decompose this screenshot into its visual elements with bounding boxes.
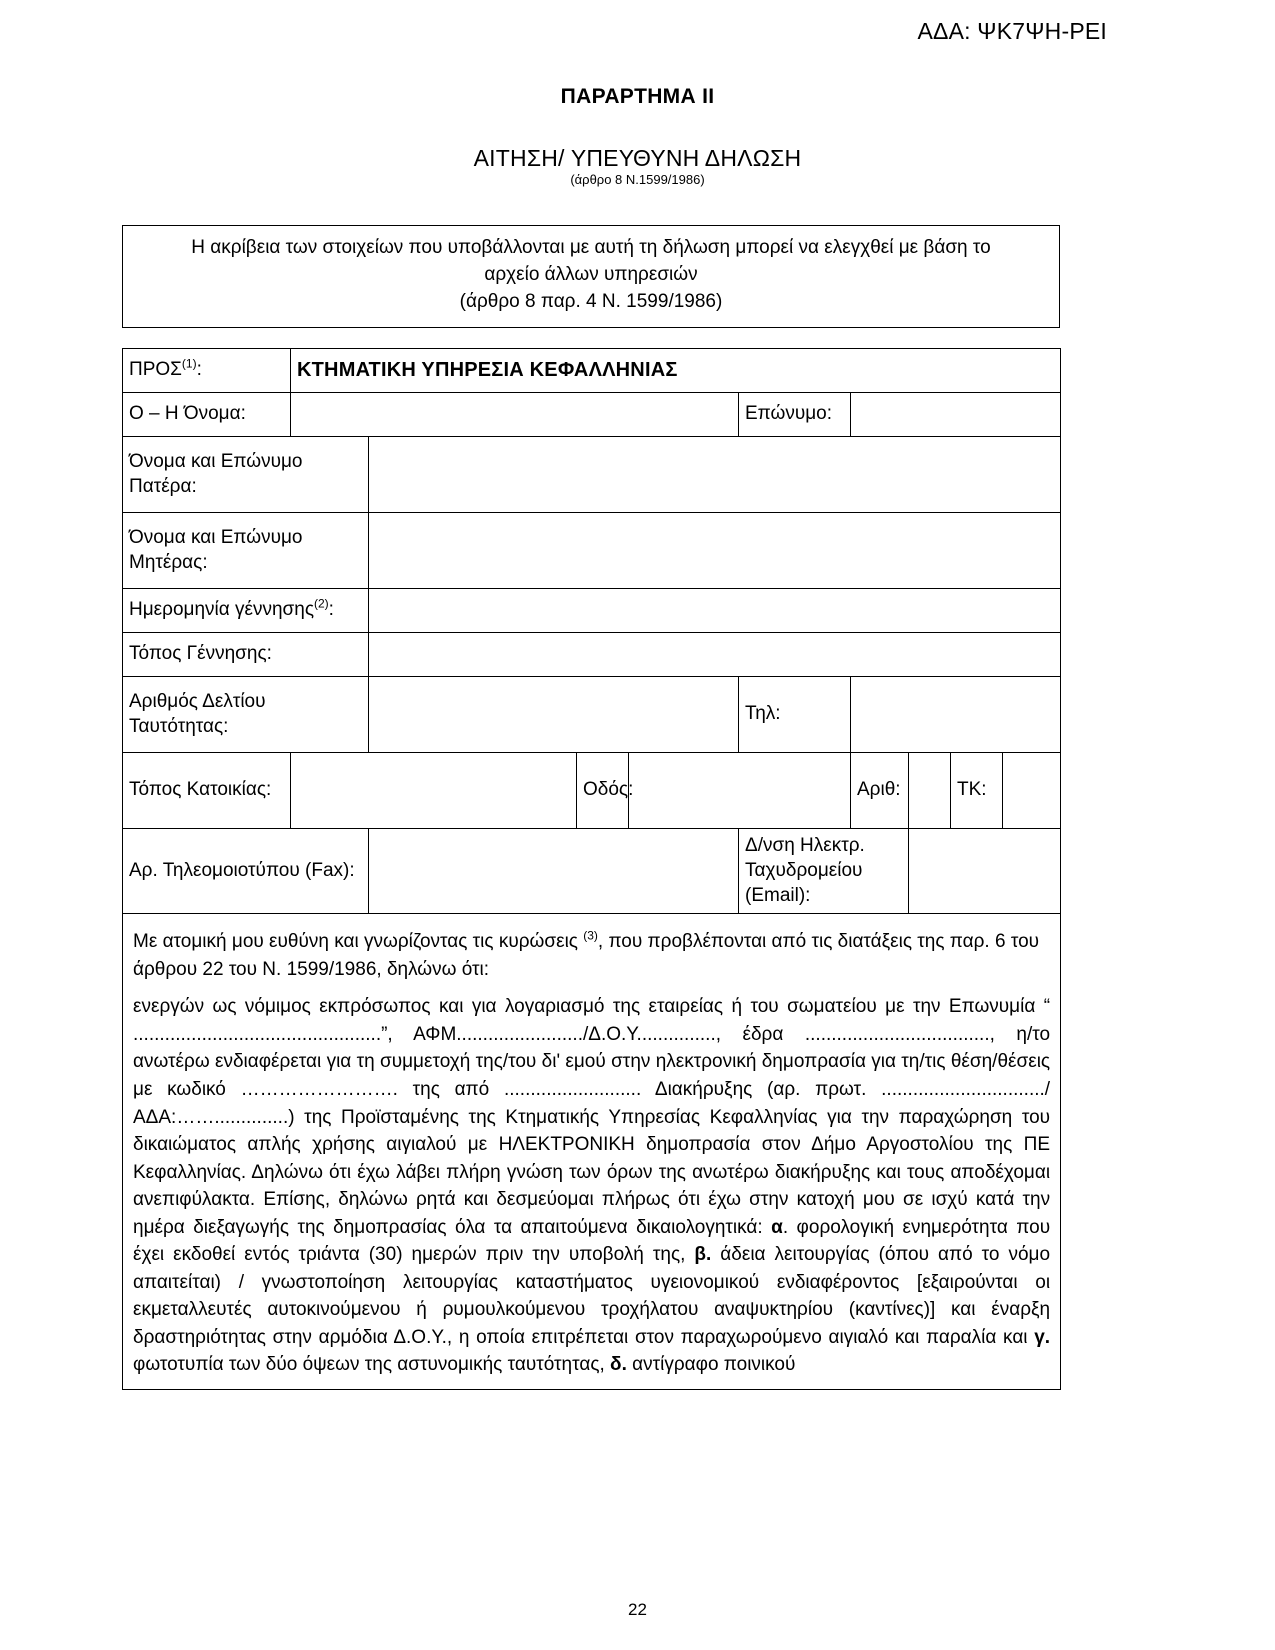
decl-s12: φωτοτυπία των δύο όψεων της αστυνομικής ταυτότητας, [133, 1354, 611, 1376]
applicant-details-table [122, 348, 1061, 1390]
table-row-fax-email [123, 829, 1061, 914]
recipient-value[interactable]: ΚΤΗΜΑΤΙΚΗ ΥΠΗΡΕΣΙΑ ΚΕΦΑΛΛΗΝΙΑΣ [291, 349, 1061, 393]
first-name-input[interactable] [291, 393, 739, 437]
street-input[interactable] [629, 753, 851, 829]
fax-input[interactable] [369, 829, 739, 914]
decl-s3: /Δ.Ο.Υ [582, 1023, 637, 1045]
notice-line-3: (άρθρο 8 παρ. 4 Ν. 1599/1986) [459, 290, 723, 312]
declaration-intro-part1: Με ατομική μου ευθύνη και γνωρίζοντας τις κυρώσεις [133, 931, 584, 953]
postal-code-input[interactable] [1003, 753, 1061, 829]
footnote-marker-2: (2) [314, 597, 329, 612]
decl-dots4[interactable]: ................................... [804, 1023, 990, 1045]
fax-label: Αρ. Τηλεομοιοτύπου (Fax): [123, 829, 369, 914]
decl-s1: ενεργών ως νόμιμος εκπρόσωπος και για λογαριασμό της εταιρείας ή του σωματείου με την Επωνυμία “ [133, 996, 1051, 1018]
table-row-birthplace [123, 633, 1061, 677]
table-row-id-phone [123, 677, 1061, 753]
birth-place-input[interactable] [369, 633, 1061, 677]
id-number-label: Αριθμός Δελτίου Ταυτότητας: [123, 677, 369, 753]
decl-dots2[interactable]: ........................ [456, 1023, 583, 1045]
decl-s9: ) της Προϊσταμένης της Κτηματικής Υπηρεσίας Κεφαλληνίας για την παραχώρηση του δικαιώματος απλής χρήσης αιγιαλού με ΗΛΕΚΤΡΟΝΙΚΗ δημοπρασία στον Δήμο Αργοστολίου της ΠΕ Κεφαλληνίας. Δηλώνω ότι έχω λάβει πλήρη γνώση των όρων της ανωτέρω διακήρυξης και τους αποδέχομαι ανεπιφύλακτα. Επίσης, δηλώνω ρητά και δεσμεύομαι πλήρως ότι έχω στην κατοχή μου σε ισχύ κατά την ημέρα διεξαγωγής της δημοπρασίας όλα τα απαιτούμενα δικαιολογητικά: [133, 1106, 1051, 1238]
notice-line-2: αρχείο άλλων υπηρεσιών [484, 263, 698, 285]
decl-dots8[interactable]: …….............. [176, 1106, 289, 1128]
email-input[interactable] [909, 829, 1061, 914]
decl-s13: αντίγραφο ποινικού [626, 1354, 796, 1376]
birth-date-input[interactable] [369, 589, 1061, 633]
decl-s8: /ΑΔΑ: [133, 1078, 1051, 1128]
email-label: Δ/νση Ηλεκτρ. Ταχυδρομείου (Email): [739, 829, 909, 914]
table-row-father [123, 437, 1061, 513]
decl-item-a: α [771, 1216, 783, 1238]
recipient-colon: : [196, 359, 202, 381]
decl-item-d: δ. [610, 1354, 627, 1376]
phone-label: Τηλ: [739, 677, 851, 753]
table-row-address [123, 753, 1061, 829]
street-label: Οδός: [577, 753, 629, 829]
document-title: ΑΙΤΗΣΗ/ ΥΠΕΥΘΥΝΗ ΔΗΛΩΣΗ [473, 145, 802, 171]
decl-item-c: γ. [1034, 1326, 1051, 1348]
birth-date-label-cell [123, 589, 369, 633]
mother-name-input[interactable] [369, 513, 1061, 589]
street-number-input[interactable] [909, 753, 951, 829]
decl-s10: . φορολογική ενημερότητα που έχει εκδοθεί εντός τριάντα (30) ημερών πριν την υποβολή της, [133, 1216, 1051, 1266]
declaration-cell [123, 914, 1061, 1390]
declaration-intro [133, 928, 1050, 983]
footnote-marker-3: (3) [583, 928, 598, 943]
decl-dots7[interactable]: ............................... [881, 1078, 1045, 1100]
declaration-body [133, 993, 1050, 1379]
residence-input[interactable] [291, 753, 577, 829]
first-name-label: Ο – Η Όνομα: [123, 393, 291, 437]
page-number: 22 [628, 1600, 647, 1619]
decl-dots6[interactable]: .......................... [503, 1078, 642, 1100]
mother-name-label: Όνομα και Επώνυμο Μητέρας: [123, 513, 369, 589]
id-number-input[interactable] [369, 677, 739, 753]
table-row-declaration [123, 914, 1061, 1390]
decl-s4: , έδρα [715, 1023, 805, 1045]
annex-title: ΠΑΡΑΡΤΗΜΑ ΙΙ [560, 85, 715, 108]
decl-s6: της από [397, 1078, 504, 1100]
father-name-label: Όνομα και Επώνυμο Πατέρα: [123, 437, 369, 513]
table-row-mother [123, 513, 1061, 589]
postal-code-label: ΤΚ: [951, 753, 1003, 829]
decl-dots5[interactable]: ……………………. [240, 1078, 398, 1100]
phone-input[interactable] [851, 677, 1061, 753]
declaration-intro-part2: , που προβλέπονται από τις διατάξεις της παρ. 6 του άρθρου 22 του Ν. 1599/1986, δηλώνω ότι: [133, 931, 1040, 980]
street-number-label: Αριθ: [851, 753, 909, 829]
recipient-label-cell [123, 349, 291, 393]
law-reference: (άρθρο 8 Ν.1599/1986) [570, 172, 705, 187]
birth-place-label: Τόπος Γέννησης: [123, 633, 369, 677]
decl-dots1[interactable]: ............................................... [133, 1023, 382, 1045]
last-name-input[interactable] [851, 393, 1061, 437]
decl-item-b: β. [694, 1244, 712, 1266]
ada-reference-number: ΑΔΑ: ΨΚ7ΨΗ-ΡΕΙ [917, 18, 1107, 44]
father-name-input[interactable] [369, 437, 1061, 513]
table-row-birthdate [123, 589, 1061, 633]
table-row-name [123, 393, 1061, 437]
decl-s7: Διακήρυξης (αρ. πρωτ. [641, 1078, 882, 1100]
accuracy-notice-box [122, 225, 1060, 328]
birth-date-label: Ημερομηνία γέννησης [129, 599, 314, 621]
decl-s11: άδεια λειτουργίας (όπου από το νόμο απαιτείται) / γνωστοποίηση λειτουργίας καταστήματος υγειονομικού ενδιαφέροντος [εξαιρούνται οι εκμεταλλευτές αυτοκινούμενου ή ρυμουλκούμενου τροχήλατου αναψυκτηρίου (καντίνες)] και έναρξη δραστηριότητας στην αρμόδια Δ.Ο.Υ., η οποία επιτρέπεται στον παραχωρούμενο αιγιαλό και παραλία και [133, 1244, 1051, 1348]
residence-label: Τόπος Κατοικίας: [123, 753, 291, 829]
recipient-label: ΠΡΟΣ [129, 359, 182, 381]
last-name-label: Επώνυμο: [739, 393, 851, 437]
decl-s5: , η/το ανωτέρω ενδιαφέρεται για τη συμμετοχή της/του δι' εμού στην ηλεκτρονική δημοπρασία για τη/τις θέση/θέσεις με κωδικό [133, 1023, 1051, 1100]
footnote-marker-1: (1) [181, 357, 197, 372]
decl-s2: ”, ΑΦΜ [381, 1023, 457, 1045]
decl-dots3[interactable]: ............... [636, 1023, 716, 1045]
birth-date-colon: : [328, 599, 334, 621]
table-row-recipient [123, 349, 1061, 393]
notice-line-1: Η ακρίβεια των στοιχείων που υποβάλλονται με αυτή τη δήλωση μπορεί να ελεγχθεί με βάση το [191, 237, 991, 258]
